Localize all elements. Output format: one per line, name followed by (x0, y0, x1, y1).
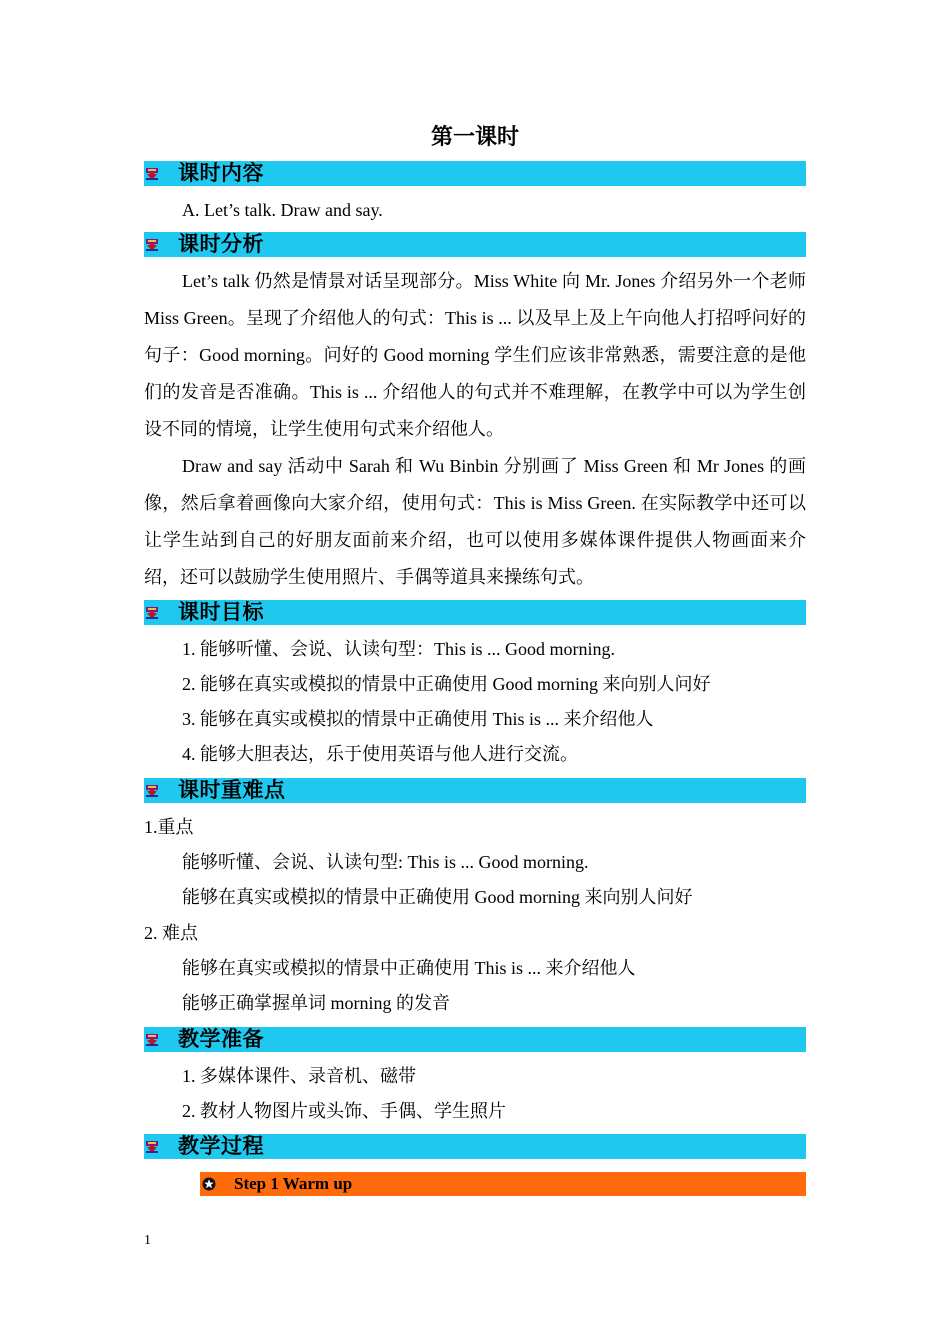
preparation-item: 2. 教材人物图片或头饰、手偶、学生照片 (182, 1101, 506, 1121)
goal-item: 3. 能够在真实或模拟的情景中正确使用 This is ... 来介绍他人 (182, 709, 654, 729)
step-label: Step 1 Warm up (234, 1174, 353, 1193)
section-header-key-points (144, 778, 806, 803)
book-bullet-icon (145, 1033, 159, 1047)
goal-item: 2. 能够在真实或模拟的情景中正确使用 Good morning 来向别人问好 (182, 674, 711, 694)
section-title: 课时目标 (178, 600, 264, 624)
section-header-process (144, 1134, 806, 1159)
content-line: A. Let’s talk. Draw and say. (182, 200, 383, 220)
book-bullet-icon (145, 167, 159, 181)
focus-item: 能够听懂、会说、认读句型: This is ... Good morning. (182, 852, 589, 872)
book-bullet-icon (145, 784, 159, 798)
section-title: 教学准备 (178, 1027, 264, 1051)
book-bullet-icon (145, 1140, 159, 1154)
section-title: 课时重难点 (178, 778, 286, 802)
analysis-paragraph-1: Let’s talk 仍然是情景对话呈现部分。Miss White 向 Mr. Jones 介绍另外一个老师 Miss Green。呈现了介绍他人的句式：This is ... 以及早上及上午向他人打招呼问好的句子：Good morning。问好的 Good morning 学生们应该非常熟悉，需要注意的是他们的发音是否准确。This is ... 介绍他人的句式并不难理解，在教学中可以为学生创设不同的情境，让学生使用句式来介绍他人。 (144, 271, 806, 439)
focus-item: 能够在真实或模拟的情景中正确使用 Good morning 来向别人问好 (182, 887, 693, 907)
difficulty-item: 能够在真实或模拟的情景中正确使用 This is ... 来介绍他人 (182, 958, 636, 978)
book-bullet-icon (145, 238, 159, 252)
star-circle-icon (202, 1177, 216, 1191)
section-title: 课时内容 (178, 161, 264, 185)
focus-label: 1.重点 (144, 817, 194, 837)
book-bullet-icon (145, 606, 159, 620)
page-title: 第一课时 (430, 124, 519, 149)
preparation-item: 1. 多媒体课件、录音机、磁带 (182, 1066, 416, 1086)
analysis-paragraph-2: Draw and say 活动中 Sarah 和 Wu Binbin 分别画了 Miss Green 和 Mr Jones 的画像，然后拿着画像向大家介绍，使用句式：This is Miss Green. 在实际教学中还可以让学生站到自己的好朋友面前来介绍，也可以使用多媒体课件提供人物画面来介绍，还可以鼓励学生使用照片、手偶等道具来操练句式。 (144, 456, 806, 587)
page-number: 1 (144, 1233, 151, 1248)
section-header-preparation (144, 1027, 806, 1052)
step-header-warm-up (200, 1172, 806, 1196)
goal-item: 1. 能够听懂、会说、认读句型：This is ... Good morning. (182, 639, 616, 659)
goal-item: 4. 能够大胆表达，乐于使用英语与他人进行交流。 (182, 744, 578, 764)
section-header-analysis (144, 232, 806, 257)
section-header-content (144, 161, 806, 186)
difficulty-label: 2. 难点 (144, 923, 198, 943)
section-header-goals (144, 600, 806, 625)
section-title: 课时分析 (178, 232, 264, 256)
section-title: 教学过程 (178, 1134, 264, 1158)
difficulty-item: 能够正确掌握单词 morning 的发音 (182, 993, 450, 1013)
